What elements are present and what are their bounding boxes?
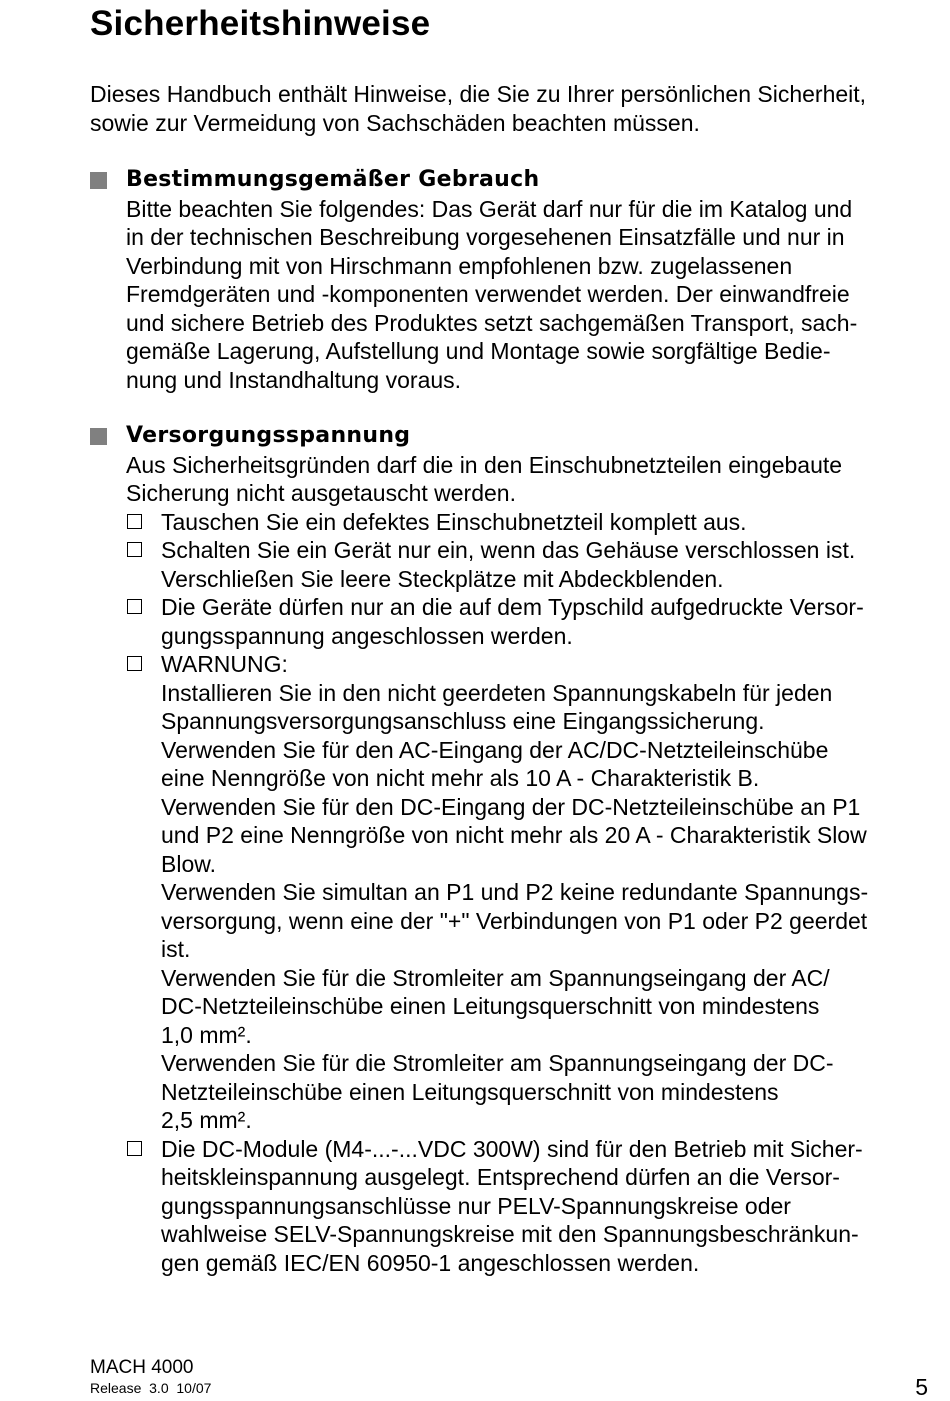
item-line: Verschließen Sie leere Steckplätze mit Abdeckblenden. [161,565,724,592]
safety-list [90,508,940,1278]
body-line: nung und Instandhaltung voraus. [126,366,462,393]
footer-product: MACH 4000 [90,1357,194,1378]
body-line: gemäße Lagerung, Aufstellung und Montage sowie sorgfältige Bedie- [126,338,831,364]
list-item [90,536,940,593]
item-line: Die DC-Module (M4-...-...VDC 300W) sind für den Betrieb mit Sicher- [161,1135,863,1162]
item-line: und P2 eine Nenngröße von nicht mehr als 20 A - Charakteristik Slow [161,822,867,848]
body-line: Bitte beachten Sie folgendes: Das Gerät darf nur für die im Katalog und [126,195,853,222]
intro-paragraph [90,80,940,137]
item-line: Verwenden Sie für den DC-Eingang der DC-Netzteileinschübe an P1 [161,793,861,820]
section-heading [90,422,940,451]
body-line: und sichere Betrieb des Produktes setzt sachgemäßen Transport, sach- [126,309,858,336]
item-line: Installieren Sie in den nicht geerdeten Spannungskabeln für jeden [161,679,833,706]
item-line: ist. [161,936,191,962]
body-line: Aus Sicherheitsgründen darf die in den Einschubnetzteilen eingebaute [126,451,843,478]
checkbox-icon [127,1141,142,1156]
list-item [90,1135,940,1278]
item-line: gungsspannung angeschlossen werden. [161,622,573,649]
item-line: Verwenden Sie simultan an P1 und P2 keine redundante Spannungs- [161,879,869,905]
item-line: Netzteileinschübe einen Leitungsquerschnitt von mindestens [161,1078,779,1105]
intro-line: sowie zur Vermeidung von Sachschäden beachten müssen. [90,109,700,136]
item-line: Verwenden Sie für die Stromleiter am Spannungseingang der DC- [161,1050,834,1076]
section-heading [90,166,940,195]
list-item [90,508,940,537]
item-line: Schalten Sie ein Gerät nur ein, wenn das Gehäuse verschlossen ist. [161,537,856,563]
checkbox-icon [127,599,142,614]
checkbox-icon [127,542,142,557]
list-item-warning [90,650,940,1135]
item-line: Verwenden Sie für den AC-Eingang der AC/DC-Netzteileinschübe [161,736,829,763]
item-line: 1,0 mm². [161,1021,252,1048]
item-line: Tauschen Sie ein defektes Einschubnetzteil komplett aus. [161,508,747,535]
body-line: Fremdgeräten und -komponenten verwendet werden. Der einwandfreie [126,281,850,307]
intro-line: Dieses Handbuch enthält Hinweise, die Sie zu Ihrer persönlichen Sicherheit, [90,81,867,107]
section-title: Versorgungsspannung [126,423,411,448]
section-title: Bestimmungsgemäßer Gebrauch [126,167,540,192]
item-line: gen gemäß IEC/EN 60950-1 angeschlossen werden. [161,1249,700,1276]
item-line: 2,5 mm². [161,1107,252,1133]
item-line: Verwenden Sie für die Stromleiter am Spannungseingang der AC/ [161,964,830,991]
checkbox-icon [127,514,142,529]
section-body [126,451,940,508]
section-supply-voltage [90,422,940,1277]
section-body [126,195,940,395]
checkbox-icon [127,656,142,671]
item-line: Die Geräte dürfen nur an die auf dem Typschild aufgedruckte Versor- [161,594,864,620]
item-line: WARNUNG: [161,651,288,677]
body-line: Sicherung nicht ausgetauscht werden. [126,480,516,506]
page-title: Sicherheitshinweise [90,4,431,43]
square-bullet-icon [90,172,107,189]
item-line: heitskleinspannung ausgelegt. Entsprechend dürfen an die Versor- [161,1164,840,1190]
item-line: gungsspannungsanschlüsse nur PELV-Spannungskreise oder [161,1192,791,1219]
page-number: 5 [915,1374,928,1400]
item-line: versorgung, wenn eine der "+" Verbindungen von P1 oder P2 geerdet [161,907,868,934]
list-item [90,593,940,650]
body-line: in der technischen Beschreibung vorgesehenen Einsatzfälle und nur in [126,224,845,250]
square-bullet-icon [90,428,107,445]
item-line: Spannungsversorgungsanschluss eine Eingangssicherung. [161,708,765,734]
item-line: wahlweise SELV-Spannungskreise mit den Spannungsbeschränkun- [161,1221,859,1247]
item-line: Blow. [161,850,216,877]
footer-release: Release 3.0 10/07 [90,1380,212,1396]
body-line: Verbindung mit von Hirschmann empfohlenen bzw. zugelassenen [126,252,793,279]
item-line: eine Nenngröße von nicht mehr als 10 A - Charakteristik B. [161,765,760,791]
item-line: DC-Netzteileinschübe einen Leitungsquerschnitt von mindestens [161,993,820,1019]
section-intended-use [90,166,940,394]
